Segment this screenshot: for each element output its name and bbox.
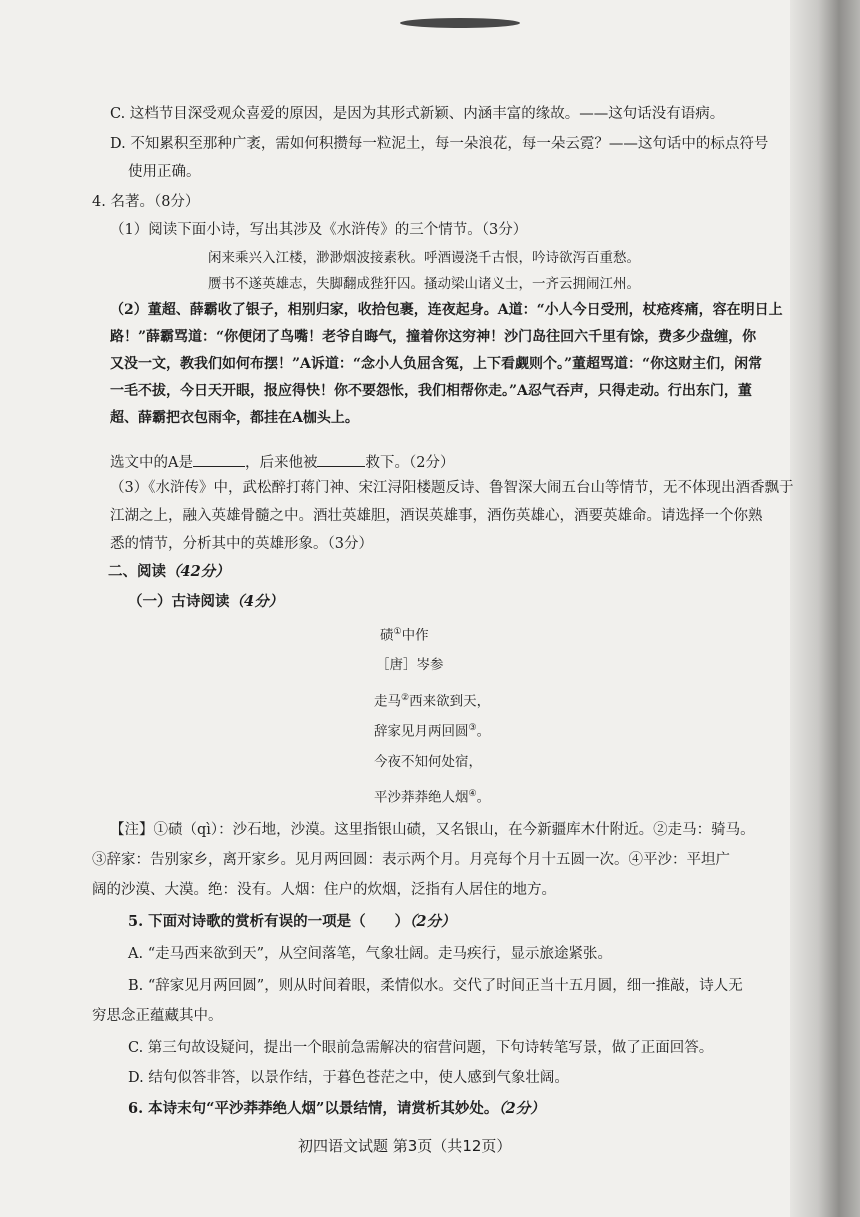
- q4-fill-in: [110, 452, 454, 473]
- q6-stem: [128, 1099, 545, 1119]
- poem-line2: [374, 718, 490, 742]
- poem-author: ［唐］岑参: [376, 657, 444, 673]
- poem-line2-a: 辞家见月两回圆: [374, 723, 469, 740]
- scan-edge-shadow: [790, 0, 860, 1217]
- poem-title-char: 碛: [380, 627, 394, 644]
- poem-line4: [374, 784, 490, 808]
- poem-line2-b: 。: [476, 723, 491, 740]
- q4-poem-line1: 闲来乘兴入江楼，渺渺烟波接素秋。呼酒谩浇千古恨，吟诗欲泻百重愁。: [208, 250, 640, 266]
- q4-part2-line1: （2）董超、薛霸收了银子，相别归家，收拾包裹，连夜起身。A道：“小人今日受刑，杖疮疼痛，容在明日上: [110, 302, 783, 318]
- answer-blank-2[interactable]: [317, 452, 365, 467]
- poem-line1-a: 走马: [374, 693, 401, 710]
- answer-blank-1[interactable]: [193, 452, 245, 467]
- poem-line4-b: 。: [476, 789, 491, 806]
- q5-option-d: D. 结句似答非答，以景作结，于暮色苍茫之中，使人感到气象壮阔。: [128, 1070, 569, 1086]
- q5-option-a: A. “走马西来欲到天”，从空间落笔，气象壮阔。走马疾行，显示旅途紧张。: [128, 946, 613, 962]
- section2-score: （42分）: [166, 563, 230, 580]
- poem-line1-b: 西来欲到天，: [409, 693, 491, 710]
- subsection-score: （4分）: [229, 593, 284, 610]
- q4-part2-line3: 又没一文，教我们如何布摆！”A诉道：“念小人负屈含冤，上下看觑则个。”董超骂道：“你这财主们，闲常: [110, 356, 763, 372]
- q5-stem: [128, 912, 456, 932]
- section2-title: [108, 562, 230, 582]
- q5-option-b-line1: B. “辞家见月两回圆”，则从时间着眼，柔情似水。交代了时间正当十五月圆，细一推敲，诗人无: [128, 978, 743, 994]
- q4-part2-line4: 一毛不拔，今日天开眼，报应得快！你不要怨怅，我们相帮你走。”A忍气吞声，只得走动。行出东门，董: [110, 383, 752, 399]
- q4-part3-line2: 江湖之上，融入英雄骨髓之中。酒壮英雄胆，酒误英雄事，酒伤英雄心，酒要英雄命。请选择一个你熟: [110, 508, 763, 524]
- poem-title: [380, 622, 429, 646]
- poem-notes-line3: 阔的沙漠、大漠。绝：没有。人烟：住户的炊烟，泛指有人居住的地方。: [92, 882, 556, 898]
- q5-option-b-line2: 穷思念正蕴藏其中。: [92, 1008, 223, 1024]
- poem-title-note: ①: [393, 627, 402, 637]
- subsection-classical-poem: [128, 592, 283, 612]
- poem-line1: [374, 688, 490, 712]
- q4-fill-text-c: 救下。（2分）: [365, 455, 455, 471]
- q3-option-d-line2: 使用正确。: [128, 164, 201, 180]
- poem-line1-note: ②: [401, 693, 410, 703]
- q4-part3-line3: 悉的情节，分析其中的英雄形象。（3分）: [110, 536, 373, 552]
- scan-smudge: [400, 18, 520, 28]
- subsection-title-text: （一）古诗阅读: [128, 593, 230, 610]
- poem-notes-line1: 【注】①碛（qì）：沙石地，沙漠。这里指银山碛，又名银山，在今新疆库木什附近。②走马：骑马。: [110, 822, 755, 838]
- q4-part3-line1: （3）《水浒传》中，武松醉打蒋门神、宋江浔阳楼题反诗、鲁智深大闹五台山等情节，无不体现出酒香飘于: [110, 480, 794, 496]
- poem-line4-a: 平沙莽莽绝人烟: [374, 789, 469, 806]
- q4-fill-text-b: ，后来他被: [244, 455, 318, 471]
- poem-line2-note: ③: [468, 723, 477, 733]
- poem-notes-line2: ③辞家：告别家乡，离开家乡。见月两回圆：表示两个月。月亮每个月十五圆一次。④平沙：平坦广: [92, 852, 730, 868]
- q5-stem-text: 5. 下面对诗歌的赏析有误的一项是（ ）: [128, 913, 410, 930]
- poem-line4-note: ④: [468, 789, 477, 799]
- q4-title: 4. 名著。（8分）: [92, 194, 200, 210]
- poem-line3: 今夜不知何处宿，: [374, 754, 482, 770]
- page-footer: 初四语文试题 第3页（共12页）: [298, 1137, 512, 1155]
- q5-option-c: C. 第三句故设疑问，提出一个眼前急需解决的宿营问题，下句诗转笔写景，做了正面回答。: [128, 1040, 714, 1056]
- q4-fill-text-a: 选文中的A是: [110, 455, 193, 471]
- q3-option-d-line1: D. 不知累积至那种广袤，需如何积攒每一粒泥土，每一朵浪花，每一朵云霓？——这句话中的标点符号: [110, 136, 769, 152]
- q4-part2-line2: 路！”薛霸骂道：“你便闭了鸟嘴！老爷自晦气，撞着你这穷神！沙门岛往回六千里有馀，费多少盘缠，你: [110, 329, 757, 345]
- q4-poem-line2: 赝书不遂英雄志，失脚翻成狴犴囚。搔动梁山诸义士，一齐云拥闹江州。: [208, 276, 640, 292]
- poem-title-rest: 中作: [401, 627, 429, 644]
- q4-part2-line5: 超、薛霸把衣包雨伞，都挂在A枷头上。: [110, 410, 359, 426]
- q4-part1-title: （1）阅读下面小诗，写出其涉及《水浒传》的三个情节。（3分）: [110, 222, 528, 238]
- q6-score: （2分）: [498, 1100, 545, 1117]
- q6-stem-text: 6. 本诗末句“平沙莽莽绝人烟”以景结情，请赏析其妙处。: [128, 1100, 499, 1117]
- q5-score: （2分）: [409, 913, 456, 930]
- q3-option-c: C. 这档节目深受观众喜爱的原因，是因为其形式新颖、内涵丰富的缘故。——这句话没有语病。: [110, 106, 725, 122]
- section2-title-text: 二、阅读: [108, 563, 166, 580]
